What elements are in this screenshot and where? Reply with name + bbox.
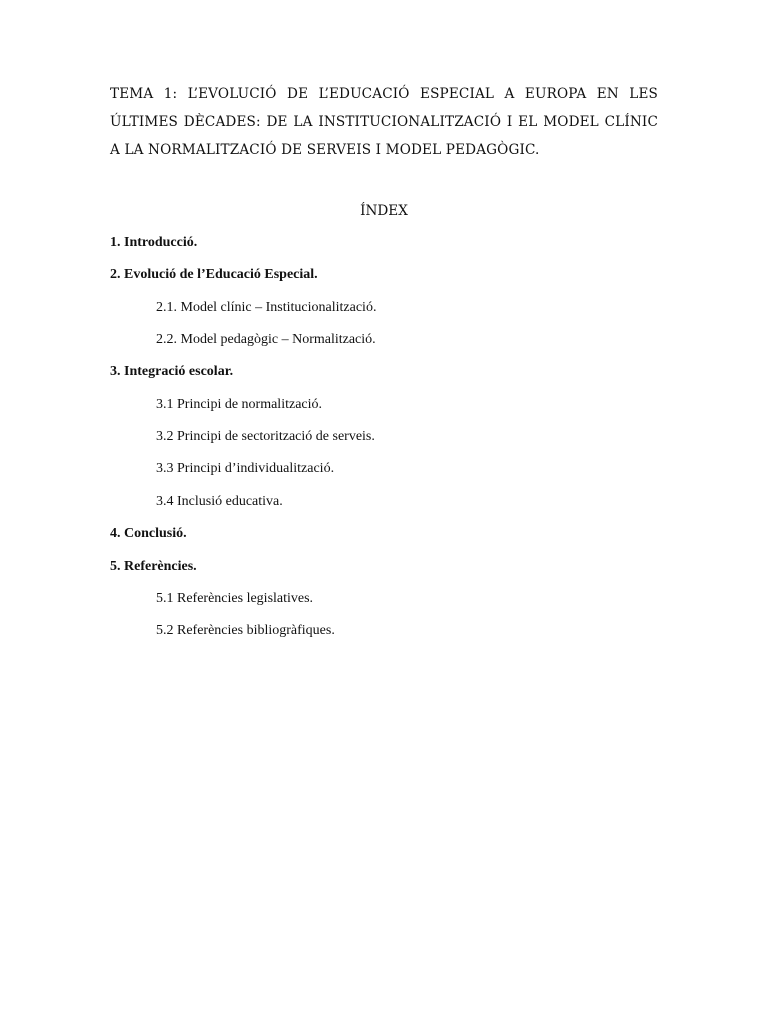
toc-item-referencies-legislatives — [156, 590, 313, 608]
toc-item-referencies-bibliografiques — [156, 622, 335, 640]
toc-item-introduccio — [110, 234, 197, 252]
toc-item-normalitzacio — [156, 396, 322, 414]
toc-item-label: 2.1. Model clínic – Institucionalització. — [156, 300, 377, 315]
toc-item-label: 5. Referències. — [110, 559, 197, 574]
toc-item-label: 2.2. Model pedagògic – Normalització. — [156, 332, 376, 347]
toc-item-label: 1. Introducció. — [110, 235, 198, 250]
toc-item-label: 2. Evolució de l’Educació Especial. — [110, 267, 318, 282]
toc-item-referencies — [110, 558, 197, 576]
toc-item-label: 3.3 Principi d’individualització. — [156, 461, 335, 476]
toc-item-sectoritzacio — [156, 428, 375, 446]
toc-item-model-pedagogic — [156, 331, 376, 349]
toc-item-model-clinic — [156, 299, 376, 317]
toc-item-individualitzacio — [156, 460, 334, 478]
toc-item-label: 3. Integració escolar. — [110, 364, 234, 379]
index-heading: ÍNDEX — [360, 203, 408, 219]
toc-item-label: 3.4 Inclusió educativa. — [156, 494, 283, 509]
toc-item-label: 4. Conclusió. — [110, 526, 187, 541]
toc-item-inclusio-educativa — [156, 493, 283, 511]
toc-item-integracio-escolar — [110, 363, 233, 381]
toc-item-evolucio — [110, 266, 318, 284]
document-title: TEMA 1: L’EVOLUCIÓ DE L’EDUCACIÓ ESPECIAL A EUROPA EN LES ÚLTIMES DÈCADES: DE LA INSTITUCIONALITZACIÓ I EL MODEL CLÍNIC A LA NORMALITZACIÓ DE SERVEIS I MODEL PEDAGÒGIC. — [110, 86, 658, 158]
toc-item-label: 5.1 Referències legislatives. — [156, 591, 314, 606]
toc-item-label: 3.1 Principi de normalització. — [156, 397, 323, 412]
toc-item-label: 5.2 Referències bibliogràfiques. — [156, 623, 335, 638]
toc-item-conclusio — [110, 525, 187, 543]
toc-item-label: 3.2 Principi de sectorització de serveis. — [156, 429, 375, 444]
